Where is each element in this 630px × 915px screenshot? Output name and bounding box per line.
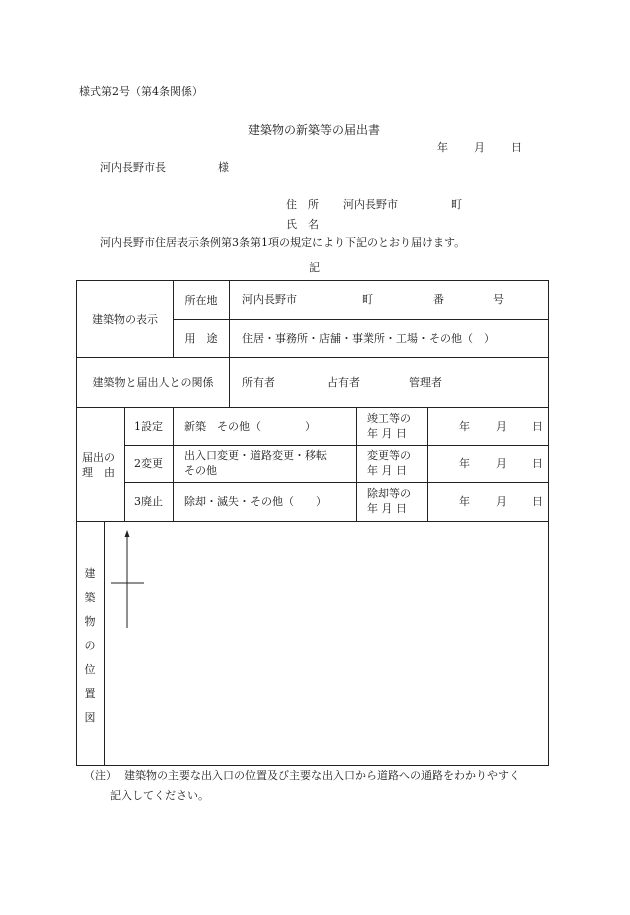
map-label-char: 築 <box>84 591 96 604</box>
document-title: 建築物の新築等の届出書 <box>248 123 381 137</box>
address-city: 河内長野市 <box>343 198 398 211</box>
date-year: 年 <box>437 141 448 154</box>
note-line-2: 記入してください。 <box>110 789 209 802</box>
reason-detail: その他 <box>184 464 217 477</box>
date-day: 日 <box>532 420 543 433</box>
address-town: 町 <box>451 198 462 211</box>
name-label: 氏 名 <box>286 218 319 231</box>
date-label: 除却等の <box>367 487 411 500</box>
reason-code: 1設定 <box>134 419 163 433</box>
map-label-char: 置 <box>84 687 96 700</box>
date-month: 月 <box>474 141 485 154</box>
col-line <box>173 407 174 521</box>
usage-options: 住居・事務所・店舗・事業所・工場・その他（ ） <box>242 332 495 345</box>
map-label-char: 位 <box>84 663 96 676</box>
date-year: 年 <box>459 495 470 508</box>
usage-label: 用 途 <box>184 331 218 345</box>
col-line <box>229 357 230 407</box>
reason-detail: 新築 その他（ ） <box>184 420 316 433</box>
date-year: 年 <box>459 457 470 470</box>
row-line <box>124 445 548 446</box>
reason-code: 2変更 <box>134 457 163 470</box>
date-month: 月 <box>496 495 507 508</box>
date-label: 年 月 日 <box>367 427 407 440</box>
north-arrow-icon <box>108 528 148 632</box>
reason-detail: 出入口変更・道路変更・移転 <box>184 449 327 462</box>
reason-label-2: 理 由 <box>82 466 115 479</box>
map-label-char: 図 <box>84 711 96 724</box>
location-label: 所在地 <box>184 293 218 307</box>
reason-code: 3廃止 <box>134 495 163 508</box>
location-city: 河内長野市 <box>242 293 297 306</box>
date-month: 月 <box>496 457 507 470</box>
map-label-char: 建 <box>84 567 96 580</box>
date-day: 日 <box>511 141 522 154</box>
location-go: 号 <box>493 293 504 306</box>
date-label: 竣工等の <box>367 412 411 425</box>
addressee-honorific: 様 <box>218 161 229 174</box>
date-day: 日 <box>532 457 543 470</box>
note-label: （注） <box>84 769 117 782</box>
row-line <box>124 482 548 483</box>
relation-occupant: 占有者 <box>327 376 360 389</box>
date-label: 年 月 日 <box>367 502 407 515</box>
intro-text: 河内長野市住居表示条例第3条第1項の規定により下記のとおり届けます。 <box>100 236 466 249</box>
date-year: 年 <box>459 420 470 433</box>
date-label: 年 月 日 <box>367 464 407 477</box>
addressee-name: 河内長野市長 <box>100 161 166 174</box>
map-label-char: 物 <box>84 615 96 628</box>
date-day: 日 <box>532 495 543 508</box>
col-line <box>427 407 428 521</box>
reason-detail: 除却・滅失・その他（ ） <box>184 495 327 508</box>
col-line <box>229 281 230 357</box>
relation-label: 建築物と届出人との関係 <box>92 375 214 389</box>
location-ban: 番 <box>433 293 444 306</box>
location-town: 町 <box>362 293 373 306</box>
date-label: 変更等の <box>367 449 411 462</box>
map-drawing-area[interactable] <box>105 522 548 765</box>
form-number: 様式第2号（第4条関係） <box>79 85 203 98</box>
note-line-1: 建築物の主要な出入口の位置及び主要な出入口から道路への通路をわかりやすく <box>124 769 520 782</box>
col-line <box>356 407 357 521</box>
relation-owner: 所有者 <box>242 376 275 389</box>
date-month: 月 <box>496 420 507 433</box>
ki-label: 記 <box>309 261 320 274</box>
reason-label-1: 届出の <box>82 451 115 464</box>
building-display-label: 建築物の表示 <box>92 312 158 326</box>
relation-manager: 管理者 <box>409 376 442 389</box>
address-label: 住 所 <box>286 198 319 211</box>
map-label-char: の <box>84 639 96 652</box>
